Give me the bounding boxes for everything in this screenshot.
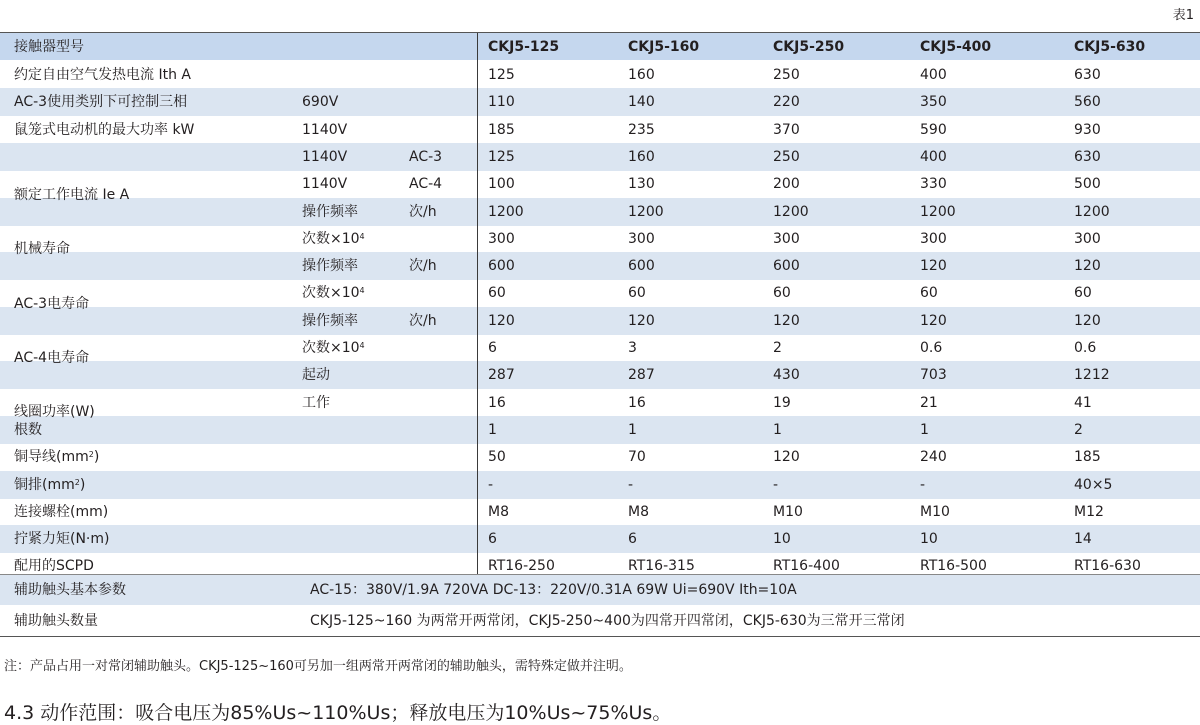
value-cell: 400: [920, 67, 947, 83]
value-cell: 240: [920, 449, 947, 466]
table-row: [0, 361, 1200, 389]
table-row: [0, 279, 1200, 307]
value-cell: 1: [628, 421, 637, 438]
value-cell: 300: [1074, 230, 1101, 247]
value-cell: RT16-500: [920, 558, 987, 575]
value-cell: 10: [773, 531, 791, 548]
table-row: [0, 498, 1200, 526]
value-cell: RT16-250: [488, 558, 555, 575]
footnote: 注：产品占用一对常闭辅助触头。CKJ5-125~160可另加一组两常开两常闭的辅助触头，需特殊定做并注明。: [4, 659, 632, 674]
value-cell: 287: [628, 367, 655, 384]
row-label: 根数: [14, 421, 42, 438]
value-cell: 1200: [773, 203, 809, 220]
row-label: 拧紧力矩(N·m): [14, 531, 110, 548]
value-cell: 200: [773, 176, 800, 193]
value-cell: 60: [628, 285, 646, 302]
value-cell: 125: [488, 148, 515, 165]
value-cell: -: [628, 476, 634, 493]
value-cell: 300: [488, 230, 515, 247]
table-row: [0, 389, 1200, 417]
value-cell: 70: [628, 449, 646, 466]
table-row: [0, 471, 1200, 499]
value-cell: 630: [1074, 67, 1101, 83]
header-row: [0, 33, 1200, 60]
value-cell: 250: [773, 148, 800, 165]
table-row: [0, 116, 1200, 144]
value-cell: 130: [628, 176, 655, 193]
value-cell: 125: [488, 67, 515, 83]
value-cell: 6: [488, 531, 497, 548]
value-cell: M8: [488, 503, 509, 520]
value-cell: 41: [1074, 394, 1092, 411]
value-cell: 21: [920, 394, 938, 411]
row-label: 约定自由空气发热电流 Ith A: [14, 67, 191, 83]
value-cell: 250: [773, 67, 800, 83]
value-cell: 630: [1074, 148, 1101, 165]
row-label: 配用的SCPD: [14, 558, 94, 575]
value-cell: 6: [488, 340, 497, 356]
value-cell: 2: [1074, 421, 1083, 438]
row-label: AC-3使用类别下可控制三相: [14, 94, 188, 111]
value-cell: 1200: [1074, 203, 1110, 220]
header-model-1: CKJ5-125: [488, 38, 560, 55]
row-sublabel: 次数×10 $^4$: [302, 230, 365, 247]
header-model-2: CKJ5-160: [628, 38, 700, 55]
value-cell: 0.6: [1074, 340, 1097, 356]
aux-separator-rule: [0, 574, 1200, 575]
value-cell: 120: [1074, 312, 1101, 329]
value-cell: 1200: [488, 203, 524, 220]
value-cell: 120: [1074, 258, 1101, 275]
table-row: [0, 443, 1200, 471]
value-cell: M8: [628, 503, 649, 520]
value-cell: 287: [488, 367, 515, 384]
value-cell: 300: [628, 230, 655, 247]
row-unit: 次/h: [409, 203, 437, 220]
value-cell: 590: [920, 121, 947, 138]
value-cell: 6: [628, 531, 637, 548]
value-cell: 60: [920, 285, 938, 302]
row-sublabel: 次数×10 $^4$: [302, 285, 365, 302]
table-row: [0, 416, 1200, 444]
table-row: [0, 143, 1200, 171]
value-cell: -: [773, 476, 779, 493]
value-cell: 600: [488, 258, 515, 275]
value-cell: 120: [773, 449, 800, 466]
value-cell: 235: [628, 121, 655, 138]
value-cell: 560: [1074, 94, 1101, 111]
value-cell: 2: [773, 340, 782, 356]
table-row: [0, 252, 1200, 280]
value-cell: 1: [773, 421, 782, 438]
group-label-rated-current: 额定工作电流 Ie A: [14, 187, 130, 203]
table-number-label: 表1: [1172, 8, 1194, 23]
value-cell: 350: [920, 94, 947, 111]
row-sublabel: 操作频率: [302, 258, 358, 275]
row-sublabel: 1140V: [302, 176, 348, 193]
value-cell: 430: [773, 367, 800, 384]
aux-params-value: AC-15：380V/1.9A 720VA DC-13：220V/0.31A 69W Ui=690V Ith=10A: [310, 582, 797, 598]
table-row: [0, 170, 1200, 198]
value-cell: 19: [773, 394, 791, 411]
table-row: [0, 198, 1200, 226]
value-cell: 50: [488, 449, 506, 466]
row-unit: 次/h: [409, 312, 437, 329]
value-cell: 16: [488, 394, 506, 411]
row-sublabel: 工作: [302, 394, 330, 411]
group-label-ac4-life: AC-4电寿命: [14, 350, 90, 366]
group-label-ac3-life: AC-3电寿命: [14, 296, 90, 312]
value-cell: 140: [628, 94, 655, 111]
value-cell: 0.6: [920, 340, 943, 356]
aux-count-label: 辅助触头数量: [14, 613, 98, 629]
table-bottom-rule: [0, 636, 1200, 637]
value-cell: 400: [920, 148, 947, 165]
row-label: 铜排(mm $^2$ ): [14, 476, 86, 493]
header-model-3: CKJ5-250: [773, 38, 845, 55]
value-cell: 120: [773, 312, 800, 329]
value-cell: 160: [628, 148, 655, 165]
row-sublabel: 操作频率: [302, 312, 358, 329]
value-cell: 930: [1074, 121, 1101, 138]
row-sublabel: 690V: [302, 94, 339, 111]
value-cell: 300: [773, 230, 800, 247]
value-cell: 60: [488, 285, 506, 302]
table-row: [0, 307, 1200, 335]
table-row: [0, 525, 1200, 553]
value-cell: 600: [773, 258, 800, 275]
value-cell: 185: [1074, 449, 1101, 466]
aux-count-value: CKJ5-125~160 为两常开两常闭，CKJ5-250~400为四常开四常闭，CKJ5-630为三常开三常闭: [310, 613, 905, 629]
value-cell: 220: [773, 94, 800, 111]
value-cell: 600: [628, 258, 655, 275]
value-cell: 703: [920, 367, 947, 384]
value-cell: M12: [1074, 503, 1104, 520]
value-cell: 1: [488, 421, 497, 438]
value-cell: 3: [628, 340, 637, 356]
value-cell: 40×5: [1074, 476, 1113, 493]
section-heading: 4.3 动作范围：吸合电压为85%Us~110%Us；释放电压为10%Us~75%Us。: [4, 702, 672, 724]
value-cell: 120: [920, 312, 947, 329]
header-model-4: CKJ5-400: [920, 38, 992, 55]
table-row: [0, 334, 1200, 362]
value-cell: 1200: [628, 203, 664, 220]
aux-params-label: 辅助触头基本参数: [14, 582, 126, 598]
row-sublabel: 1140V: [302, 148, 348, 165]
row-sublabel: 起动: [302, 367, 330, 384]
group-label-coil-power: 线圈功率(W): [14, 404, 95, 420]
value-cell: RT16-400: [773, 558, 840, 575]
row-sublabel: 操作频率: [302, 203, 358, 220]
value-cell: 16: [628, 394, 646, 411]
table-row: [0, 61, 1200, 89]
value-cell: 60: [773, 285, 791, 302]
value-cell: 500: [1074, 176, 1101, 193]
value-cell: 1: [920, 421, 929, 438]
value-cell: RT16-315: [628, 558, 695, 575]
aux-params-row: [0, 575, 1200, 605]
row-unit: 次/h: [409, 258, 437, 275]
value-cell: -: [920, 476, 926, 493]
row-unit: AC-3: [409, 148, 443, 165]
value-cell: 330: [920, 176, 947, 193]
aux-count-row: [0, 606, 1200, 636]
value-cell: -: [488, 476, 494, 493]
column-divider: [477, 33, 478, 574]
value-cell: 14: [1074, 531, 1092, 548]
row-label: 连接螺栓(mm): [14, 503, 109, 520]
value-cell: 160: [628, 67, 655, 83]
header-label: 接触器型号: [14, 38, 84, 55]
value-cell: 120: [628, 312, 655, 329]
row-unit: AC-4: [409, 176, 443, 193]
value-cell: 120: [920, 258, 947, 275]
row-sublabel: 1140V: [302, 121, 348, 138]
value-cell: 370: [773, 121, 800, 138]
value-cell: 10: [920, 531, 938, 548]
value-cell: 120: [488, 312, 515, 329]
value-cell: 100: [488, 176, 515, 193]
row-label: 铜导线(mm $^2$ ): [14, 449, 100, 466]
value-cell: 1200: [920, 203, 956, 220]
group-label-mech-life: 机械寿命: [14, 241, 70, 257]
value-cell: M10: [773, 503, 803, 520]
value-cell: 185: [488, 121, 515, 138]
value-cell: 110: [488, 94, 515, 111]
value-cell: 1212: [1074, 367, 1110, 384]
header-model-5: CKJ5-630: [1074, 38, 1146, 55]
table-row: [0, 225, 1200, 253]
row-label: 鼠笼式电动机的最大功率 kW: [14, 121, 195, 138]
value-cell: M10: [920, 503, 950, 520]
value-cell: RT16-630: [1074, 558, 1141, 575]
value-cell: 60: [1074, 285, 1092, 302]
table-row: [0, 88, 1200, 116]
value-cell: 300: [920, 230, 947, 247]
row-sublabel: 次数×10 $^4$: [302, 340, 365, 356]
